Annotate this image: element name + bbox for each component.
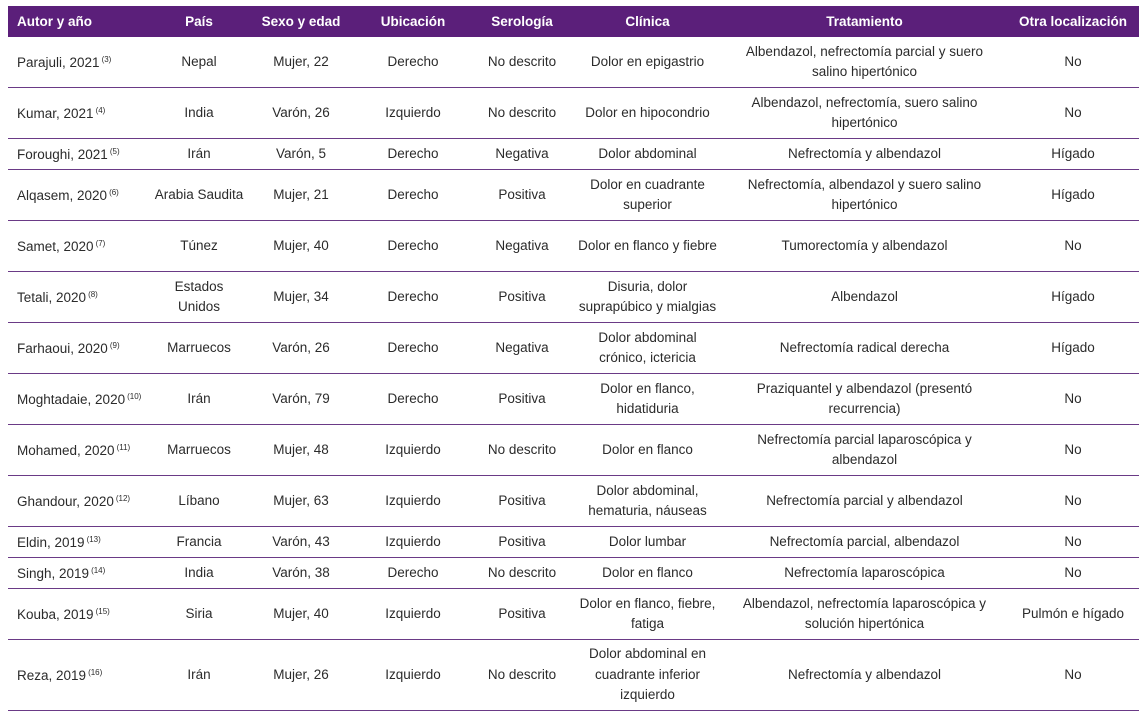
cell-treatment: Nefrectomía parcial y albendazol xyxy=(723,476,1006,527)
cell-country: Estados Unidos xyxy=(150,272,248,323)
cell-country: Marruecos xyxy=(150,425,248,476)
author-name: Moghtadaie, 2020 xyxy=(17,392,126,408)
cell-clinical: Dolor abdominal, hematuria, náuseas xyxy=(572,476,723,527)
cell-location: Izquierdo xyxy=(354,88,472,139)
cell-clinical: Dolor en flanco xyxy=(572,425,723,476)
cell-clinical: Dolor en flanco, hidatiduria xyxy=(572,374,723,425)
cell-other-location: Pulmón e hígado xyxy=(1006,589,1139,640)
cell-serology: Positiva xyxy=(472,589,572,640)
header-author: Autor y año xyxy=(17,14,93,29)
cell-sex-age: Mujer, 40 xyxy=(248,589,354,640)
cell-serology: No descrito xyxy=(472,88,572,139)
cell-serology: Positiva xyxy=(472,170,572,221)
table-row xyxy=(8,88,1139,139)
cell-serology: No descrito xyxy=(472,640,572,711)
cell-serology: Negativa xyxy=(472,139,572,170)
reference-number: (7) xyxy=(95,239,106,249)
cell-location: Derecho xyxy=(354,139,472,170)
cell-clinical: Dolor lumbar xyxy=(572,527,723,558)
cell-treatment: Nefrectomía y albendazol xyxy=(723,640,1006,711)
reference-number: (14) xyxy=(91,566,106,576)
cell-author xyxy=(8,558,150,589)
cell-author xyxy=(8,139,150,170)
cell-serology: Positiva xyxy=(472,374,572,425)
reference-number: (9) xyxy=(109,341,120,351)
cell-other-location: Hígado xyxy=(1006,323,1139,374)
header-country: País xyxy=(185,14,213,29)
cell-author xyxy=(8,527,150,558)
cell-clinical: Dolor abdominal crónico, ictericia xyxy=(572,323,723,374)
cell-other-location: No xyxy=(1006,221,1139,272)
cell-serology: No descrito xyxy=(472,425,572,476)
table-row xyxy=(8,37,1139,88)
cell-clinical: Dolor en cuadrante superior xyxy=(572,170,723,221)
cell-location: Derecho xyxy=(354,272,472,323)
case-table xyxy=(8,6,1139,711)
cell-country: Nepal xyxy=(150,37,248,88)
author-name: Singh, 2019 xyxy=(17,566,90,582)
cell-author xyxy=(8,37,150,88)
cell-location: Derecho xyxy=(354,221,472,272)
cell-treatment: Nefrectomía y albendazol xyxy=(723,139,1006,170)
cell-country: Francia xyxy=(150,527,248,558)
table-row xyxy=(8,139,1139,170)
cell-location: Derecho xyxy=(354,323,472,374)
cell-treatment: Nefrectomía parcial, albendazol xyxy=(723,527,1006,558)
cell-country: Líbano xyxy=(150,476,248,527)
cell-treatment: Praziquantel y albendazol (presentó recurrencia) xyxy=(723,374,1006,425)
cell-clinical: Dolor en epigastrio xyxy=(572,37,723,88)
cell-clinical: Dolor abdominal en cuadrante inferior izquierdo xyxy=(572,640,723,711)
reference-number: (5) xyxy=(109,147,120,157)
cell-clinical: Dolor en flanco, fiebre, fatiga xyxy=(572,589,723,640)
cell-other-location: No xyxy=(1006,527,1139,558)
author-name: Kumar, 2021 xyxy=(17,106,94,122)
cell-other-location: No xyxy=(1006,37,1139,88)
cell-serology: Positiva xyxy=(472,272,572,323)
author-name: Eldin, 2019 xyxy=(17,535,85,551)
cell-treatment: Tumorectomía y albendazol xyxy=(723,221,1006,272)
cell-sex-age: Mujer, 63 xyxy=(248,476,354,527)
reference-number: (4) xyxy=(95,106,106,116)
cell-country: Marruecos xyxy=(150,323,248,374)
cell-clinical: Dolor en flanco y fiebre xyxy=(572,221,723,272)
header-sex-age: Sexo y edad xyxy=(261,14,341,29)
cell-serology: Positiva xyxy=(472,476,572,527)
table-row xyxy=(8,476,1139,527)
table-row xyxy=(8,272,1139,323)
cell-author xyxy=(8,374,150,425)
cell-other-location: No xyxy=(1006,425,1139,476)
cell-location: Derecho xyxy=(354,374,472,425)
cell-country: Irán xyxy=(150,139,248,170)
header-location: Ubicación xyxy=(380,14,446,29)
table-row xyxy=(8,374,1139,425)
cell-country: Túnez xyxy=(150,221,248,272)
cell-location: Izquierdo xyxy=(354,476,472,527)
table-row xyxy=(8,170,1139,221)
reference-number: (10) xyxy=(127,392,142,402)
reference-number: (15) xyxy=(95,607,110,617)
cell-author xyxy=(8,589,150,640)
cell-sex-age: Mujer, 21 xyxy=(248,170,354,221)
author-name: Reza, 2019 xyxy=(17,668,87,684)
cell-author xyxy=(8,221,150,272)
cell-location: Derecho xyxy=(354,37,472,88)
author-name: Kouba, 2019 xyxy=(17,607,94,623)
cell-other-location: No xyxy=(1006,640,1139,711)
cell-sex-age: Varón, 26 xyxy=(248,323,354,374)
cell-clinical: Dolor en hipocondrio xyxy=(572,88,723,139)
header-other-location: Otra localización xyxy=(1018,14,1128,29)
cell-serology: Negativa xyxy=(472,323,572,374)
reference-number: (16) xyxy=(88,668,103,678)
cell-serology: No descrito xyxy=(472,37,572,88)
cell-clinical: Dolor en flanco xyxy=(572,558,723,589)
reference-number: (13) xyxy=(86,535,101,545)
cell-country: India xyxy=(150,558,248,589)
cell-clinical: Dolor abdominal xyxy=(572,139,723,170)
header-clinical: Clínica xyxy=(625,14,670,29)
author-name: Foroughi, 2021 xyxy=(17,147,108,163)
cell-author xyxy=(8,170,150,221)
header-serology: Serología xyxy=(491,14,553,29)
table-row xyxy=(8,589,1139,640)
table-row xyxy=(8,323,1139,374)
cell-author xyxy=(8,323,150,374)
reference-number: (6) xyxy=(109,188,119,198)
cell-author xyxy=(8,88,150,139)
cell-country: India xyxy=(150,88,248,139)
cell-sex-age: Mujer, 26 xyxy=(248,640,354,711)
cell-serology: No descrito xyxy=(472,558,572,589)
cell-sex-age: Varón, 38 xyxy=(248,558,354,589)
cell-country: Irán xyxy=(150,640,248,711)
cell-country: Irán xyxy=(150,374,248,425)
cell-other-location: No xyxy=(1006,374,1139,425)
cell-location: Derecho xyxy=(354,558,472,589)
header-treatment: Tratamiento xyxy=(826,14,903,29)
table-row xyxy=(8,527,1139,558)
cell-treatment: Albendazol, nefrectomía, suero salino hipertónico xyxy=(723,88,1006,139)
cell-other-location: Hígado xyxy=(1006,170,1139,221)
table-row xyxy=(8,558,1139,589)
reference-number: (3) xyxy=(101,55,112,65)
reference-number: (12) xyxy=(115,494,131,504)
reference-number: (11) xyxy=(116,443,131,453)
author-name: Ghandour, 2020 xyxy=(17,494,114,510)
cell-author xyxy=(8,272,150,323)
cell-country: Arabia Saudita xyxy=(150,170,248,221)
cell-location: Izquierdo xyxy=(354,589,472,640)
cell-sex-age: Mujer, 22 xyxy=(248,37,354,88)
cell-sex-age: Varón, 43 xyxy=(248,527,354,558)
reference-number: (8) xyxy=(88,290,98,300)
header-row xyxy=(8,6,1139,37)
cell-other-location: No xyxy=(1006,558,1139,589)
author-name: Alqasem, 2020 xyxy=(17,188,108,204)
cell-clinical: Disuria, dolor suprapúbico y mialgias xyxy=(572,272,723,323)
cell-treatment: Nefrectomía parcial laparoscópica y albendazol xyxy=(723,425,1006,476)
cell-serology: Negativa xyxy=(472,221,572,272)
cell-sex-age: Mujer, 40 xyxy=(248,221,354,272)
cell-sex-age: Varón, 5 xyxy=(248,139,354,170)
cell-serology: Positiva xyxy=(472,527,572,558)
cell-other-location: No xyxy=(1006,476,1139,527)
cell-sex-age: Varón, 79 xyxy=(248,374,354,425)
cell-treatment: Nefrectomía, albendazol y suero salino hipertónico xyxy=(723,170,1006,221)
cell-author xyxy=(8,425,150,476)
author-name: Farhaoui, 2020 xyxy=(17,341,108,357)
cell-treatment: Albendazol, nefrectomía laparoscópica y solución hipertónica xyxy=(723,589,1006,640)
author-name: Parajuli, 2021 xyxy=(17,55,100,71)
cell-location: Izquierdo xyxy=(354,425,472,476)
cell-other-location: Hígado xyxy=(1006,272,1139,323)
cell-author xyxy=(8,640,150,711)
table-row xyxy=(8,640,1139,711)
cell-treatment: Albendazol, nefrectomía parcial y suero salino hipertónico xyxy=(723,37,1006,88)
cell-sex-age: Varón, 26 xyxy=(248,88,354,139)
cell-other-location: No xyxy=(1006,88,1139,139)
cell-author xyxy=(8,476,150,527)
cell-country: Siria xyxy=(150,589,248,640)
cell-treatment: Nefrectomía laparoscópica xyxy=(723,558,1006,589)
cell-sex-age: Mujer, 48 xyxy=(248,425,354,476)
cell-treatment: Albendazol xyxy=(723,272,1006,323)
table-row xyxy=(8,425,1139,476)
cell-other-location: Hígado xyxy=(1006,139,1139,170)
author-name: Tetali, 2020 xyxy=(17,290,87,306)
cell-location: Izquierdo xyxy=(354,527,472,558)
author-name: Mohamed, 2020 xyxy=(17,443,115,459)
cell-location: Izquierdo xyxy=(354,640,472,711)
cell-sex-age: Mujer, 34 xyxy=(248,272,354,323)
author-name: Samet, 2020 xyxy=(17,239,94,255)
cell-treatment: Nefrectomía radical derecha xyxy=(723,323,1006,374)
cell-location: Derecho xyxy=(354,170,472,221)
table-row xyxy=(8,221,1139,272)
